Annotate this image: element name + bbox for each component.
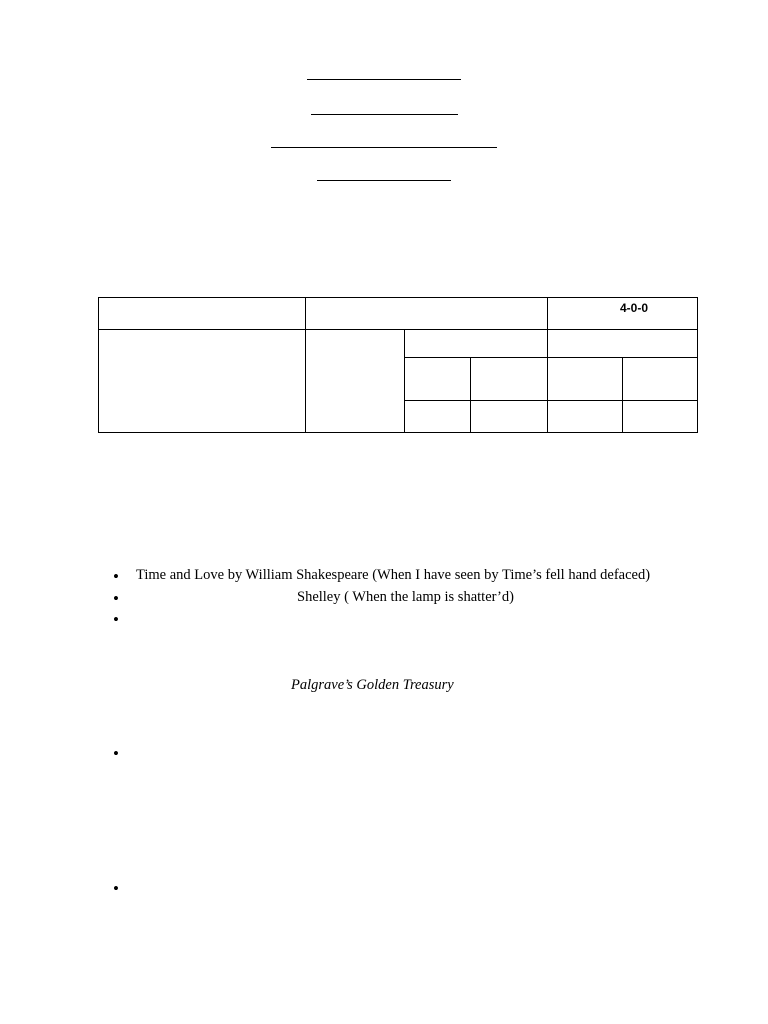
table-col-divider bbox=[470, 357, 471, 432]
course-table bbox=[98, 297, 698, 433]
credits-cell: 4-0-0 bbox=[620, 301, 649, 315]
table-col-divider bbox=[547, 298, 548, 432]
table-col-divider bbox=[305, 298, 306, 432]
list-item: Time and Love by William Shakespeare (When I have seen by Time’s fell hand defaced) bbox=[136, 567, 651, 583]
bullet-marker: • bbox=[113, 610, 119, 629]
heading-rule-3 bbox=[271, 147, 497, 148]
table-col-divider bbox=[622, 357, 623, 432]
table-row-divider bbox=[99, 329, 697, 330]
table-row-divider bbox=[404, 357, 697, 358]
table-col-divider bbox=[404, 329, 405, 432]
heading-rule-4 bbox=[317, 180, 451, 181]
table-row-divider bbox=[404, 400, 697, 401]
heading-rule-2 bbox=[311, 114, 458, 115]
list-item: Shelley ( When the lamp is shatter’d) bbox=[297, 589, 514, 605]
bullet-marker: • bbox=[113, 567, 119, 586]
heading-rule-1 bbox=[307, 79, 461, 80]
source-title: Palgrave’s Golden Treasury bbox=[291, 677, 454, 693]
bullet-marker: • bbox=[113, 744, 119, 763]
bullet-marker: • bbox=[113, 879, 119, 898]
bullet-marker: • bbox=[113, 589, 119, 608]
